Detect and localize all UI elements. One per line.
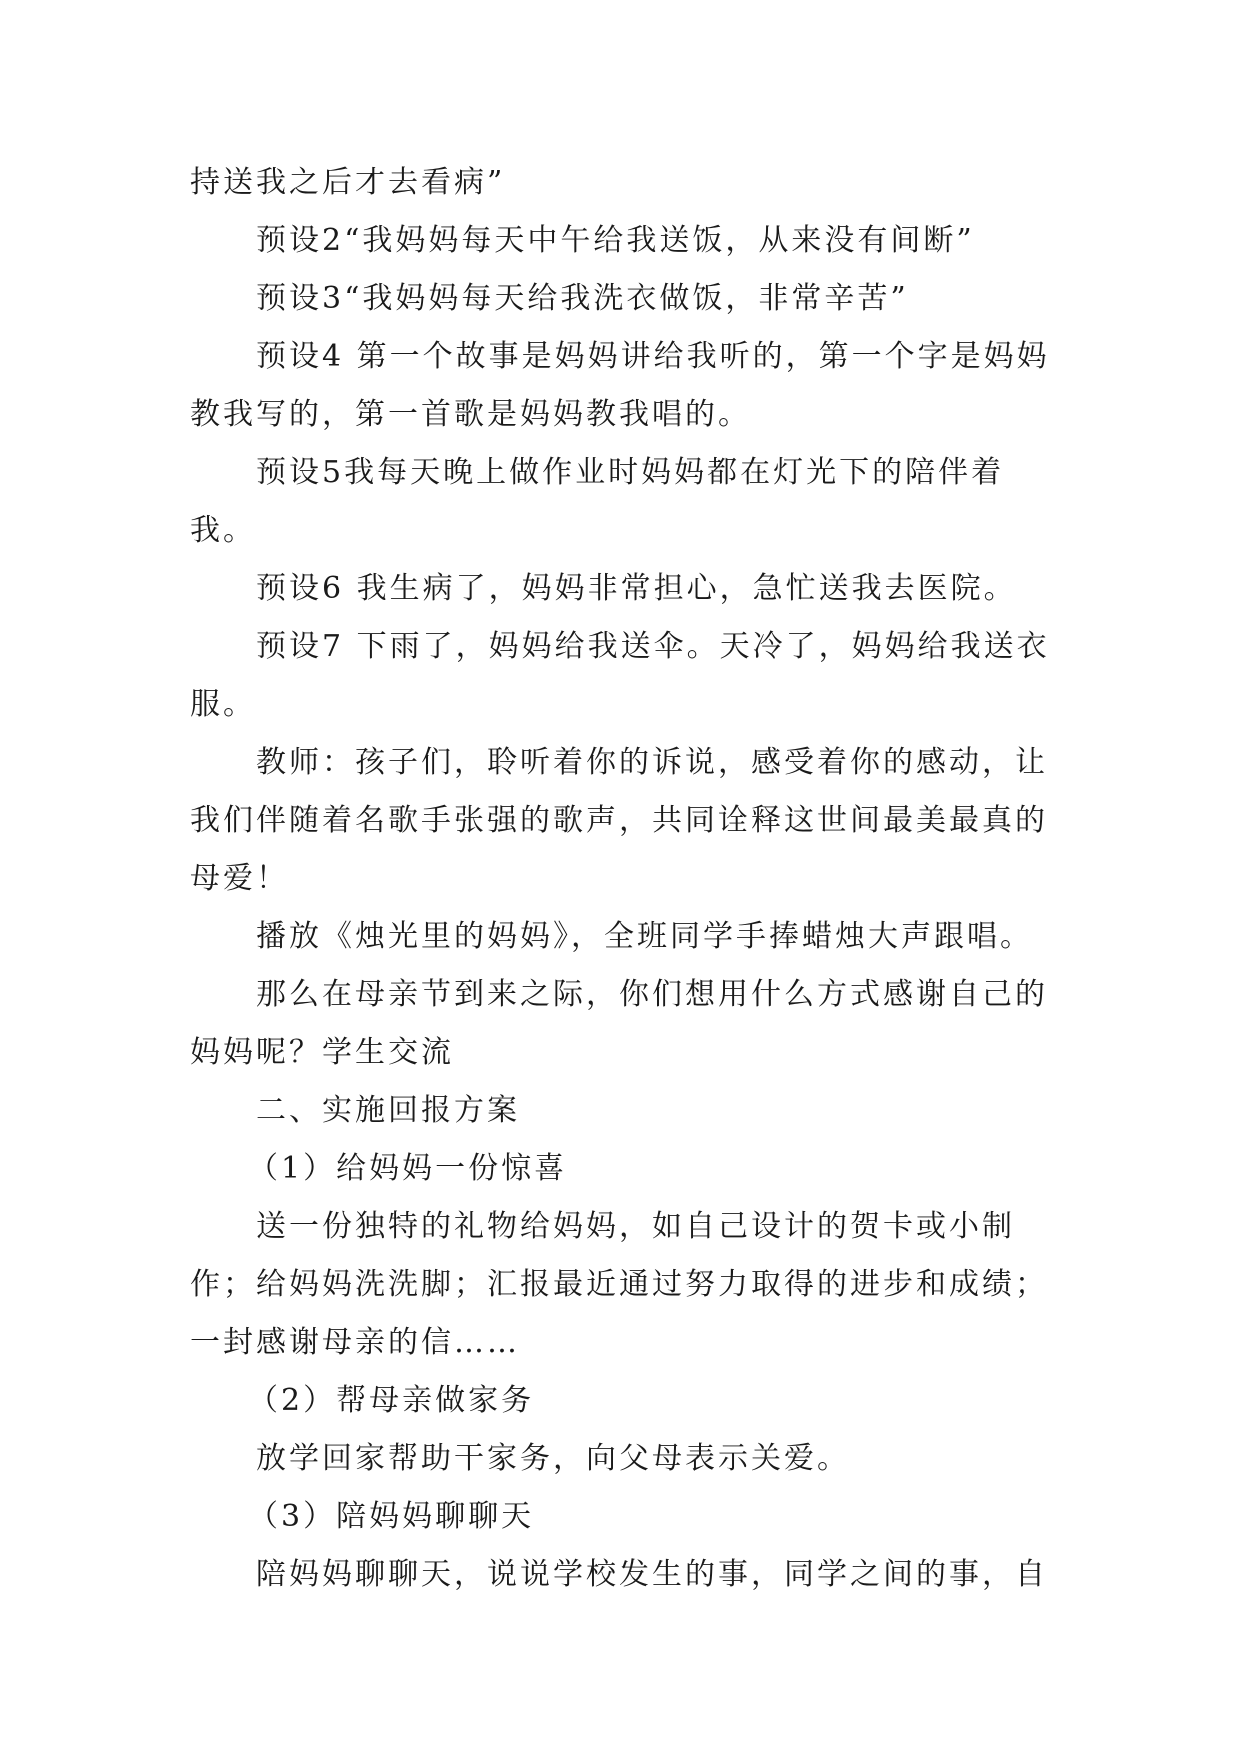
paragraph-housework: 放学回家帮助干家务，向父母表示关爱。	[256, 1441, 850, 1476]
paragraph-preset-2: 预设2“我妈妈每天中午给我送饭，从来没有间断”	[256, 223, 975, 258]
paragraph-chat: 陪妈妈聊聊天，说说学校发生的事，同学之间的事，自	[256, 1557, 1048, 1592]
paragraph-preset-4: 预设4 第一个故事是妈妈讲给我听的，第一个字是妈妈教我写的，第一首歌是妈妈教我唱的。	[190, 339, 1050, 432]
document-body	[190, 154, 1070, 1604]
paragraph-preset-6: 预设6 我生病了，妈妈非常担心，急忙送我去医院。	[256, 571, 1017, 606]
paragraph-play-song: 播放《烛光里的妈妈》，全班同学手捧蜡烛大声跟唱。	[256, 919, 1033, 954]
subheading-3: （3）陪妈妈聊聊天	[248, 1499, 535, 1534]
subheading-2: （2）帮母亲做家务	[248, 1383, 535, 1418]
paragraph-preset-7: 预设7 下雨了，妈妈给我送伞。天冷了，妈妈给我送衣服。	[190, 629, 1050, 722]
paragraph-teacher: 教师：孩子们，聆听着你的诉说，感受着你的感动，让我们伴随着名歌手张强的歌声，共同诠释这世间最美最真的母爱！	[190, 745, 1048, 896]
paragraph-continuation: 持送我之后才去看病”	[190, 165, 506, 200]
subheading-1: （1）给妈妈一份惊喜	[248, 1151, 568, 1186]
paragraph-preset-5: 预设5我每天晚上做作业时妈妈都在灯光下的陪伴着我。	[190, 455, 1005, 548]
paragraph-question: 那么在母亲节到来之际，你们想用什么方式感谢自己的妈妈呢？学生交流	[190, 977, 1048, 1070]
paragraph-gift: 送一份独特的礼物给妈妈，如自己设计的贺卡或小制作；给妈妈洗洗脚；汇报最近通过努力取得的进步和成绩；一封感谢母亲的信……	[190, 1209, 1048, 1360]
section-heading: 二、实施回报方案	[256, 1093, 520, 1128]
paragraph-preset-3: 预设3“我妈妈每天给我洗衣做饭，非常辛苦”	[256, 281, 909, 316]
